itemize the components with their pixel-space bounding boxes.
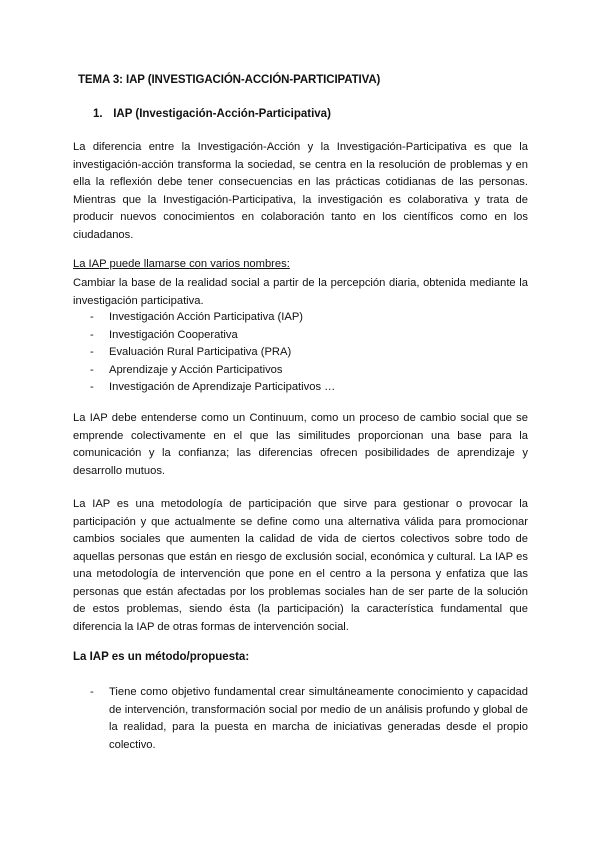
list-item-text: Investigación Cooperativa <box>109 328 238 341</box>
list-item <box>90 379 335 397</box>
paragraph-social-change: Cambiar la base de la realidad social a partir de la percepción diaria, obtenida mediante la investigación participativa. <box>73 277 528 307</box>
list-item-text: Evaluación Rural Participativa (PRA) <box>109 346 292 358</box>
method-list <box>90 684 528 754</box>
list-item <box>90 327 335 345</box>
list-item <box>90 309 335 327</box>
names-heading: La IAP puede llamarse con varios nombres: <box>73 258 290 270</box>
list-item-text: Aprendizaje y Acción Participativos <box>109 363 283 376</box>
list-item <box>90 344 335 362</box>
bullet-dash: - <box>90 381 94 393</box>
list-item-text: Tiene como objetivo fundamental crear simultáneamente conocimiento y capacidad de intervención, transformación social por medio de un análisis profundo y global de la realidad, para la puesta en marcha de iniciativas generadas desde el propio colectivo. <box>109 686 528 751</box>
names-list <box>90 309 335 397</box>
section-heading <box>93 108 331 120</box>
bullet-dash: - <box>90 686 94 698</box>
bullet-dash: - <box>90 363 94 376</box>
bullet-dash: - <box>90 328 94 341</box>
list-item <box>90 684 528 754</box>
method-heading: La IAP es un método/propuesta: <box>73 651 250 663</box>
paragraph-continuum: La IAP debe entenderse como un Continuum, como un proceso de cambio social que se emprende colectivamente en el que las similitudes proporcionan una base para la comunicación y la confianza; las diferencias ofrecen posibilidades de aprendizaje y desarrollo mutuos. <box>73 412 528 477</box>
bullet-dash: - <box>90 346 94 358</box>
list-item-text: Investigación Acción Participativa (IAP) <box>109 311 304 323</box>
list-item <box>90 362 335 380</box>
list-item-text: Investigación de Aprendizaje Participativos … <box>109 381 336 393</box>
paragraph-methodology: La IAP es una metodología de participación que sirve para gestionar o provocar la participación y que actualmente se define como una alternativa válida para promocionar cambios sociales que aumenten la calidad de vida de ciertos colectivos sobre todo de aquellas personas que están en riesgo de exclusión social, económica y cultural. La IAP es una metodología de intervención que pone en el centro a la persona y enfatiza que las personas que están afectadas por los problemas sociales han de ser parte de la solución de estos problemas, siendo ésta (la participación) la característica fundamental que diferencia la IAP de otras formas de intervención social. <box>73 498 528 633</box>
section-heading-text: IAP (Investigación-Acción-Participativa) <box>113 108 331 120</box>
document-title: TEMA 3: IAP (INVESTIGACIÓN-ACCIÓN-PARTICIPATIVA) <box>78 74 381 86</box>
section-number: 1. <box>93 108 103 120</box>
paragraph-difference: La diferencia entre la Investigación-Acción y la Investigación-Participativa es que la investigación-acción transforma la sociedad, se centra en la resolución de problemas y en ella la reflexión debe tener consecuencias en las prácticas cotidianas de las personas. Mientras que la Investigación-Participativa, la investigación es colaborativa y trata de producir nuevos conocimientos en colaboración tanto en los científicos como en los ciudadanos. <box>73 141 528 241</box>
bullet-dash: - <box>90 311 94 323</box>
